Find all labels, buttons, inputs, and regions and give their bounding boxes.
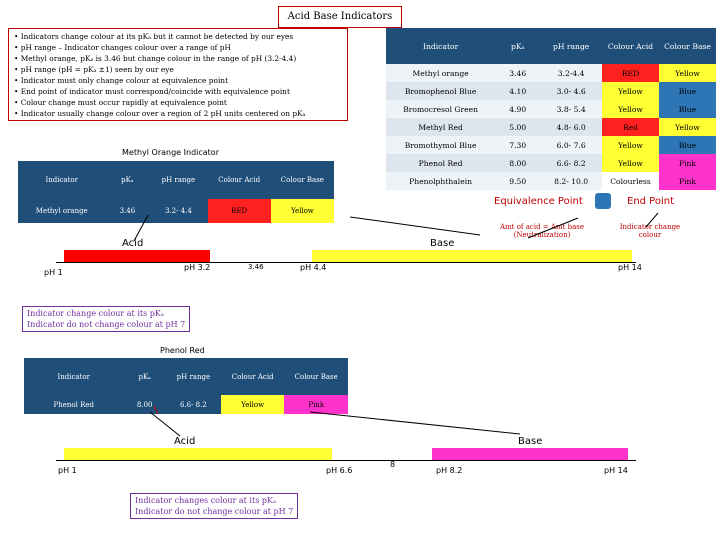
table-cell-pka: 7.30 bbox=[495, 136, 540, 154]
table-cell-name: Bromothymol Blue bbox=[386, 136, 495, 154]
mo-ph44: pH 4.4 bbox=[300, 263, 327, 272]
notes-box bbox=[8, 28, 348, 121]
table-cell-name: Bromocresol Green bbox=[386, 100, 495, 118]
note-line: • pH range (pH = pKₐ ±1) seen by our eye bbox=[14, 65, 174, 74]
table-row bbox=[386, 172, 716, 190]
table-cell-range: 6.0- 7.6 bbox=[540, 136, 602, 154]
note-line: • Indicator must only change colour at equivalence point bbox=[14, 76, 229, 85]
table-cell-name: Methyl orange bbox=[386, 64, 495, 82]
mo-header-indicator: Indicator bbox=[18, 161, 106, 199]
mo-ph32: pH 3.2 bbox=[184, 263, 211, 272]
header-pka: pKₐ bbox=[495, 28, 540, 64]
pr-ph66: pH 6.6 bbox=[326, 466, 353, 475]
table-cell-base: Yellow bbox=[659, 118, 716, 136]
table-cell-range: 6.6- 8.2 bbox=[540, 154, 602, 172]
pr-ph-axis bbox=[56, 460, 636, 461]
mo-base-label: Base bbox=[430, 238, 455, 249]
equivalence-point-label: Equivalence Point bbox=[494, 196, 583, 207]
table-cell-pka: 4.10 bbox=[495, 82, 540, 100]
note-line: • pH range – Indicator changes colour over a range of pH bbox=[14, 43, 231, 52]
end-point-label: End Point bbox=[627, 196, 675, 207]
pr-acid-label: Acid bbox=[174, 436, 196, 447]
pr-pka: 8 bbox=[390, 460, 396, 469]
table-cell-pka: 5.00 bbox=[495, 118, 540, 136]
table-cell-range: 8.2- 10.0 bbox=[540, 172, 602, 190]
mo-note-1: Indicator change colour at its pKₐ bbox=[27, 309, 164, 318]
pr-base-bar bbox=[432, 448, 628, 460]
mo-header-pka: pKₐ bbox=[106, 161, 150, 199]
indicator-table bbox=[386, 28, 716, 190]
mo-header-range: pH range bbox=[149, 161, 207, 199]
header-acid: Colour Acid bbox=[602, 28, 659, 64]
table-cell-acid: Yellow bbox=[602, 82, 659, 100]
mo-pka: 3.46 bbox=[248, 263, 264, 271]
pr-cell-acid: Yellow bbox=[221, 395, 285, 414]
table-cell-pka: 4.90 bbox=[495, 100, 540, 118]
mo-cell: 3.2- 4.4 bbox=[149, 199, 207, 223]
pr-base-label: Base bbox=[518, 436, 543, 447]
table-cell-range: 3.0- 4.6 bbox=[540, 82, 602, 100]
table-row bbox=[386, 82, 716, 100]
mo-cell: Methyl orange bbox=[18, 199, 106, 223]
table-cell-name: Bromophenol Blue bbox=[386, 82, 495, 100]
pr-note-2: Indicator do not change colour at pH 7 bbox=[135, 507, 294, 516]
end-point-desc: Indicator change colour bbox=[619, 223, 681, 239]
note-line: • Indicators change colour at its pKₐ but it cannot be detected by our eyes bbox=[14, 32, 294, 41]
mo-header-acid: Colour Acid bbox=[208, 161, 271, 199]
pr-note-1: Indicator changes colour at its pKₐ bbox=[135, 496, 277, 505]
pr-cell: 8.00 bbox=[124, 395, 166, 414]
table-cell-name: Phenol Red bbox=[386, 154, 495, 172]
table-cell-range: 3.8- 5.4 bbox=[540, 100, 602, 118]
pr-header-range: pH range bbox=[166, 358, 221, 395]
table-cell-name: Methyl Red bbox=[386, 118, 495, 136]
mo-cell: 3.46 bbox=[106, 199, 150, 223]
mo-cell-base: Yellow bbox=[271, 199, 334, 223]
mo-note-2: Indicator do not change colour at pH 7 bbox=[27, 320, 186, 329]
table-cell-acid: Yellow bbox=[602, 100, 659, 118]
mo-ph-axis bbox=[56, 262, 636, 263]
table-cell-range: 4.8- 6.0 bbox=[540, 118, 602, 136]
pr-header-acid: Colour Acid bbox=[221, 358, 285, 395]
pr-header-base: Colour Base bbox=[284, 358, 348, 395]
pr-cell: Phenol Red bbox=[24, 395, 124, 414]
table-cell-base: Blue bbox=[659, 82, 716, 100]
phenol-red-title: Phenol Red bbox=[160, 346, 205, 355]
mo-base-bar bbox=[312, 250, 632, 262]
note-line: • Methyl orange, pKₐ is 3.46 but change colour in the range of pH (3.2-4.4) bbox=[14, 54, 297, 63]
table-row bbox=[386, 154, 716, 172]
mo-ph1: pH 1 bbox=[44, 268, 63, 277]
table-cell-acid: Red bbox=[602, 118, 659, 136]
pr-ph1: pH 1 bbox=[58, 466, 77, 475]
mo-acid-bar bbox=[64, 250, 210, 262]
table-header-row bbox=[386, 28, 716, 64]
table-cell-base: Blue bbox=[659, 100, 716, 118]
table-row bbox=[386, 64, 716, 82]
note-line: • End point of indicator must correspond/coincide with equivalence point bbox=[14, 87, 290, 96]
note-line: • Indicator usually change colour over a region of 2 pH units centered on pKₐ bbox=[14, 109, 306, 118]
pr-ph14: pH 14 bbox=[604, 466, 628, 475]
pr-note-box bbox=[130, 493, 298, 519]
table-cell-name: Phenolphthalein bbox=[386, 172, 495, 190]
table-cell-acid: Yellow bbox=[602, 136, 659, 154]
header-indicator: Indicator bbox=[386, 28, 495, 64]
header-base: Colour Base bbox=[659, 28, 716, 64]
table-cell-base: Pink bbox=[659, 154, 716, 172]
pr-cell-base: Pink bbox=[284, 395, 348, 414]
pr-header-pka: pKₐ bbox=[124, 358, 166, 395]
table-row bbox=[386, 100, 716, 118]
mo-cell-acid: RED bbox=[208, 199, 271, 223]
table-cell-base: Pink bbox=[659, 172, 716, 190]
mo-ph14: pH 14 bbox=[618, 263, 642, 272]
pr-acid-bar bbox=[64, 448, 332, 460]
table-cell-acid: Colourless bbox=[602, 172, 659, 190]
table-cell-pka: 9.50 bbox=[495, 172, 540, 190]
pr-cell: 6.6- 8.2 bbox=[166, 395, 221, 414]
pr-ph82: pH 8.2 bbox=[436, 466, 463, 475]
methyl-orange-title: Methyl Orange Indicator bbox=[122, 148, 219, 157]
table-cell-acid: Yellow bbox=[602, 154, 659, 172]
mo-note-box bbox=[22, 306, 190, 332]
pointer-arrows bbox=[480, 205, 720, 245]
table-cell-base: Blue bbox=[659, 136, 716, 154]
table-cell-pka: 8.00 bbox=[495, 154, 540, 172]
mo-acid-label: Acid bbox=[122, 238, 144, 249]
page-title: Acid Base Indicators bbox=[278, 6, 402, 28]
table-cell-base: Yellow bbox=[659, 64, 716, 82]
mo-header-base: Colour Base bbox=[271, 161, 334, 199]
table-cell-acid: RED bbox=[602, 64, 659, 82]
pr-header-indicator: Indicator bbox=[24, 358, 124, 395]
equivalence-desc: Amt of acid = Amt base (Neutralization) bbox=[499, 223, 584, 239]
table-row bbox=[386, 118, 716, 136]
table-cell-range: 3.2-4.4 bbox=[540, 64, 602, 82]
table-row bbox=[386, 136, 716, 154]
note-line: • Colour change must occur rapidly at equivalence point bbox=[14, 98, 227, 107]
table-cell-pka: 3.46 bbox=[495, 64, 540, 82]
header-range: pH range bbox=[540, 28, 602, 64]
pr-arrows bbox=[140, 400, 540, 440]
